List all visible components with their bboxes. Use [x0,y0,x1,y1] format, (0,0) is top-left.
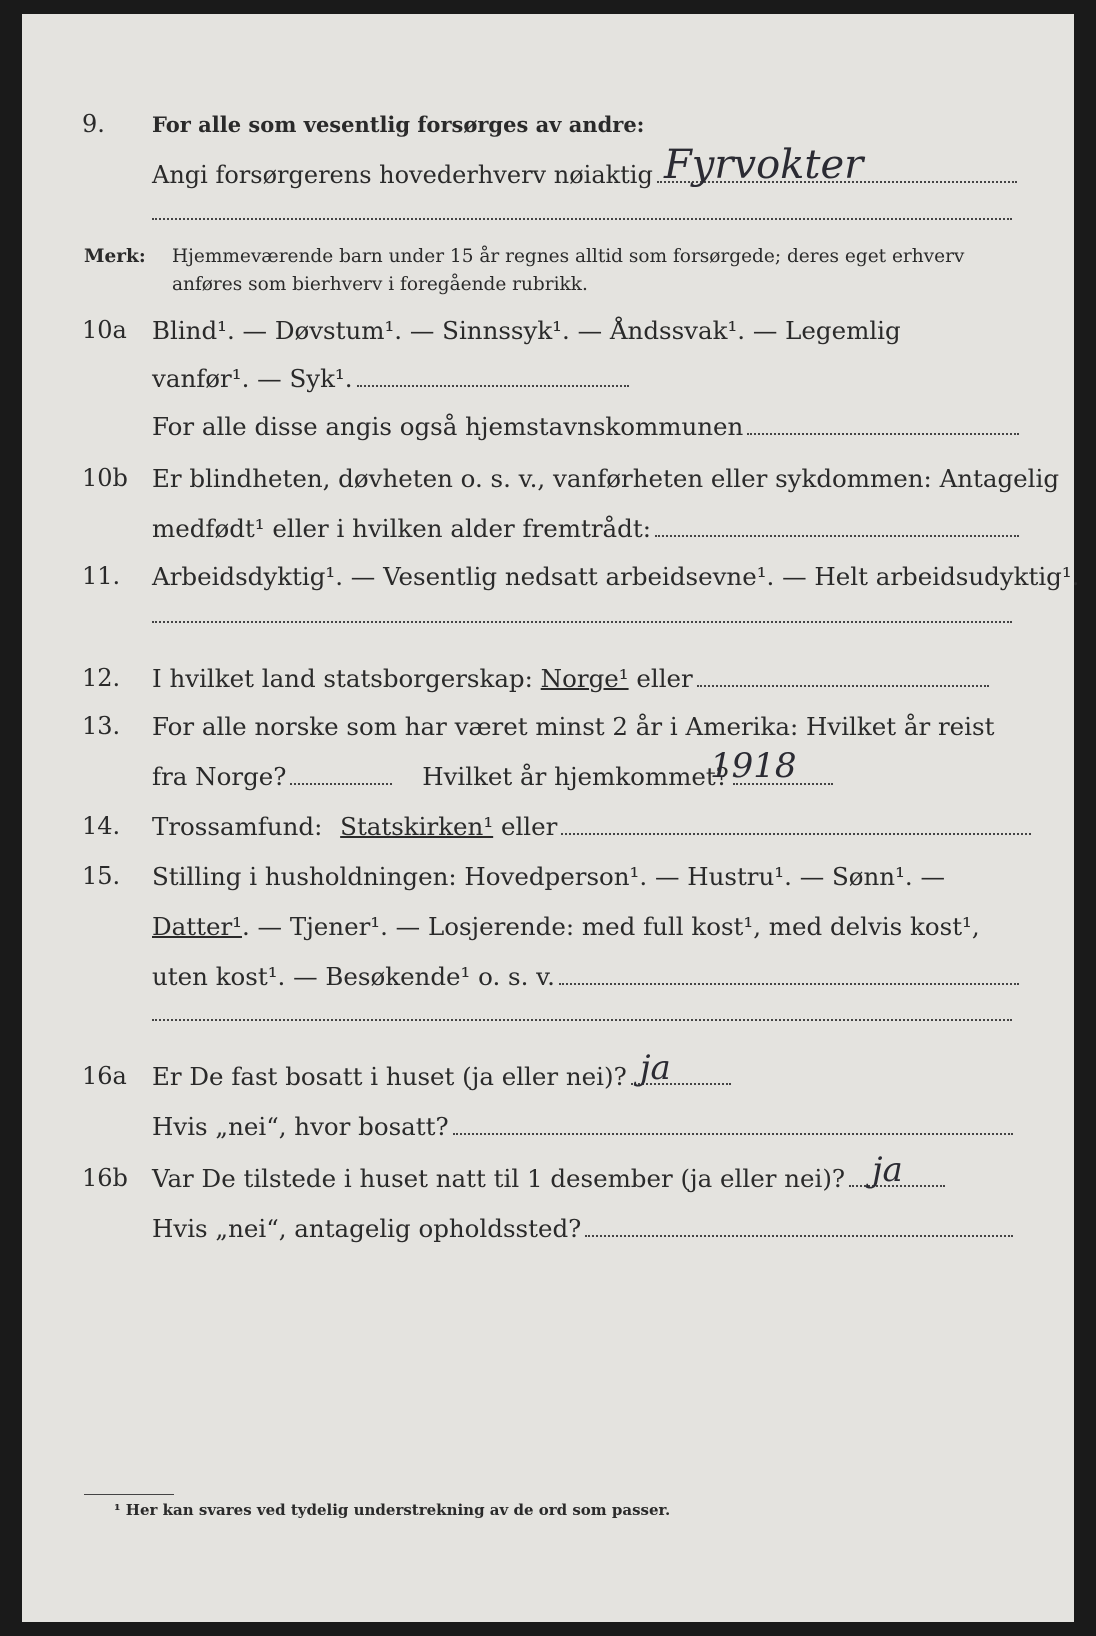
q10b-answer-line [655,534,1019,537]
q13-hjemkommet-question: Hvilket år hjemkommet? [422,762,729,791]
q16a-line2 [152,1112,1013,1142]
q16b-question: Var De tilstede i huset natt til 1 desember (ja eller nei)? [152,1164,846,1193]
q12-number: 12. [82,664,121,692]
q11-answer-line [152,620,1012,623]
q14-number: 14. [82,812,121,840]
q16b-line2 [152,1214,1013,1244]
q12-line [152,664,989,694]
q16a-handwritten-answer: ja [640,1048,671,1088]
q16b-number: 16b [82,1164,128,1192]
q13-number: 13. [82,712,121,740]
q16a-number: 16a [82,1062,127,1090]
q9-number: 9. [82,110,105,138]
q14-line [152,812,1031,842]
q15-number: 15. [82,862,121,890]
q16a-question: Er De fast bosatt i huset (ja eller nei)? [152,1062,627,1091]
q15-line1: Stilling i husholdningen: Hovedperson¹. — Hustru¹. — Sønn¹. — [152,862,945,891]
q10a-line2-text: vanfør¹. — Syk¹. [152,364,353,393]
q10b-line2 [152,514,1019,544]
census-form-page [22,14,1080,1622]
q10b-number: 10b [82,464,128,492]
q14-eller: eller [500,812,558,841]
q15-option-datter: Datter¹ [152,912,242,941]
footnote: ¹ Her kan svares ved tydelig understrekning av de ord som passer. [114,1501,671,1519]
q10b-line1: Er blindheten, døvheten o. s. v., vanførheten eller sykdommen: Antagelig [152,464,1060,493]
q15-line2 [152,912,980,942]
q10a-line3-answer-line [747,432,1019,435]
q14-question: Trossamfund: [152,812,323,841]
q15-extra-line [152,1018,1012,1021]
q10a-line3 [152,412,1019,442]
q16b-followup: Hvis „nei“, antagelig opholdssted? [152,1214,582,1243]
q14-answer-line [561,832,1031,835]
q13-handwritten-year: 1918 [710,746,797,786]
q10a-line2 [152,364,629,394]
q10b-line2-text: medfødt¹ eller i hvilken alder fremtrådt: [152,514,651,543]
q16a-followup-answer-line [453,1132,1013,1135]
q16a-followup: Hvis „nei“, hvor bosatt? [152,1112,449,1141]
q12-option-norge: Norge¹ [540,664,629,693]
q12-question: I hvilket land statsborgerskap: [152,664,533,693]
merk-label: Merk: [84,246,146,267]
q13-reist-question: fra Norge? [152,762,287,791]
q13-reist-answer-line [290,782,392,785]
merk-line1: Hjemmeværende barn under 15 år regnes alltid som forsørgede; deres eget erhverv [172,246,965,267]
q15-answer-line [559,982,1019,985]
merk-line2: anføres som bierhverv i foregående rubrikk. [172,274,588,295]
q9-line2-text: Angi forsørgerens hovederhverv nøiaktig [152,161,653,189]
q14-option-statskirken: Statskirken¹ [340,812,494,841]
q15-line3 [152,962,1019,992]
q15-line2-text: . — Tjener¹. — Losjerende: med full kost¹, med delvis kost¹, [241,912,980,941]
q12-eller: eller [636,664,693,693]
q16b-handwritten-answer: ja [872,1150,903,1190]
q10a-line3-text: For alle disse angis også hjemstavnskommunen [152,412,744,441]
q10a-number: 10a [82,316,127,344]
q11-number: 11. [82,562,121,590]
footnote-rule [84,1494,174,1495]
q9-line2 [152,160,1017,190]
q10a-line1: Blind¹. — Døvstum¹. — Sinnssyk¹. — Åndssvak¹. — Legemlig [152,316,901,345]
q13-line1: For alle norske som har været minst 2 år i Amerika: Hvilket år reist [152,712,995,741]
q12-answer-line [697,684,989,687]
q16b-followup-answer-line [585,1234,1013,1237]
q9-handwritten-answer: Fyrvokter [664,142,864,188]
q16b-line1 [152,1164,945,1194]
q11-line1: Arbeidsdyktig¹. — Vesentlig nedsatt arbeidsevne¹. — Helt arbeidsudyktig¹. [152,562,1080,591]
q9-line1: For alle som vesentlig forsørges av andre: [152,112,645,137]
q15-line3-text: uten kost¹. — Besøkende¹ o. s. v. [152,962,555,991]
q10a-line2-answer-line [357,384,629,387]
q9-extra-line [152,217,1012,220]
